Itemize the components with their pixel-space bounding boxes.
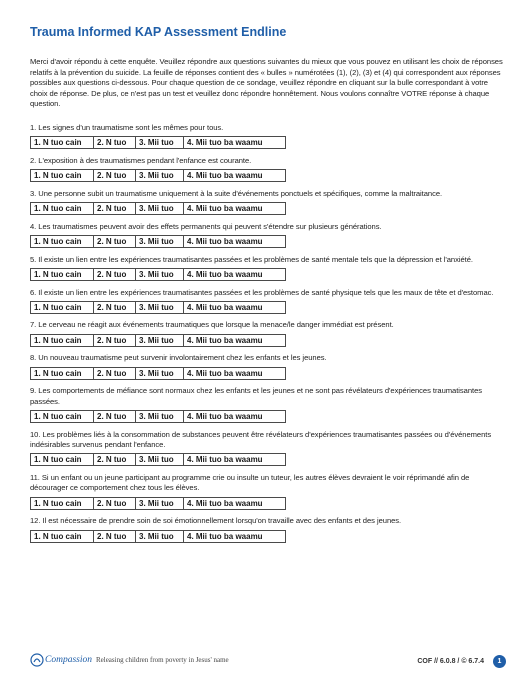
question-label: Si un enfant ou un jeune participant au programme crie ou insulte un tuteur, les autres élèves devraient le voir réprimandé afin de décourager ce comportement chez tous les élèves. (30, 472, 470, 493)
question-item (30, 255, 504, 281)
question-number: 3. (30, 188, 37, 198)
answer-option-4[interactable]: 4. Mii tuo ba waamu (187, 270, 263, 280)
question-text (30, 386, 504, 407)
answer-option-1[interactable]: 1. N tuo cain (31, 203, 94, 214)
answer-option-1[interactable]: 1. N tuo cain (31, 335, 94, 346)
answer-option-3[interactable]: 3. Mii tuo (136, 454, 184, 465)
compassion-logo (30, 653, 229, 667)
logo-wordmark: Compassion (45, 655, 92, 665)
question-number: 9. (30, 386, 37, 396)
question-item (30, 156, 504, 182)
answer-option-2[interactable]: 2. N tuo (94, 203, 136, 214)
answer-options (30, 497, 286, 510)
answer-option-2[interactable]: 2. N tuo (94, 411, 136, 422)
question-text (30, 320, 504, 330)
question-text (30, 288, 504, 298)
answer-option-1[interactable]: 1. N tuo cain (31, 498, 94, 509)
answer-option-2[interactable]: 2. N tuo (94, 236, 136, 247)
answer-options (30, 136, 286, 149)
answer-option-1[interactable]: 1. N tuo cain (31, 531, 94, 542)
question-number: 5. (30, 254, 37, 264)
question-text (30, 123, 504, 133)
answer-option-2[interactable]: 2. N tuo (94, 498, 136, 509)
answer-option-2[interactable]: 2. N tuo (94, 302, 136, 313)
answer-option-3[interactable]: 3. Mii tuo (136, 498, 184, 509)
question-number: 1. (30, 123, 37, 132)
answer-option-4[interactable]: 4. Mii tuo ba waamu (187, 412, 263, 422)
question-label: Il existe un lien entre les expériences traumatisantes passées et les problèmes de santé mentale tels que la dépression et l'anxiété. (38, 254, 473, 264)
answer-option-4[interactable]: 4. Mii tuo ba waamu (187, 455, 263, 465)
answer-option-1[interactable]: 1. N tuo cain (31, 137, 94, 148)
answer-option-2[interactable]: 2. N tuo (94, 335, 136, 346)
answer-option-3[interactable]: 3. Mii tuo (136, 236, 184, 247)
question-text (30, 473, 504, 494)
answer-option-3[interactable]: 3. Mii tuo (136, 269, 184, 280)
answer-option-1[interactable]: 1. N tuo cain (31, 302, 94, 313)
answer-option-1[interactable]: 1. N tuo cain (31, 368, 94, 379)
answer-option-4[interactable]: 4. Mii tuo ba waamu (187, 171, 263, 181)
question-label: Une personne subit un traumatisme uniquement à la suite d'événements ponctuels et spécifiques, comme la maltraitance. (38, 188, 443, 198)
question-number: 11. (30, 472, 40, 482)
question-text (30, 222, 504, 232)
answer-options (30, 301, 286, 314)
question-item (30, 189, 504, 215)
page-footer (30, 651, 506, 673)
question-item (30, 430, 504, 467)
answer-option-2[interactable]: 2. N tuo (94, 170, 136, 181)
question-text (30, 156, 504, 166)
answer-option-4[interactable]: 4. Mii tuo ba waamu (187, 368, 263, 378)
question-number: 2. (30, 155, 37, 165)
question-label: Un nouveau traumatisme peut survenir involontairement chez les enfants et les jeunes. (38, 353, 327, 363)
question-text (30, 353, 504, 363)
answer-option-3[interactable]: 3. Mii tuo (136, 302, 184, 313)
answer-option-2[interactable]: 2. N tuo (94, 454, 136, 465)
answer-option-3[interactable]: 3. Mii tuo (136, 368, 184, 379)
answer-option-2[interactable]: 2. N tuo (94, 269, 136, 280)
question-item (30, 222, 504, 248)
question-label: Il est nécessaire de prendre soin de soi émotionnellement lorsqu'on travaille avec des enfants et des jeunes. (42, 516, 402, 526)
answer-option-2[interactable]: 2. N tuo (94, 137, 136, 148)
question-label: Les comportements de méfiance sont normaux chez les enfants et les jeunes et ne sont pas révélateurs d'expériences traumatisantes passées. (30, 386, 482, 406)
question-item (30, 473, 504, 510)
answer-options (30, 453, 286, 466)
answer-options (30, 268, 286, 281)
answer-options (30, 202, 286, 215)
answer-option-3[interactable]: 3. Mii tuo (136, 335, 184, 346)
answer-option-1[interactable]: 1. N tuo cain (31, 454, 94, 465)
question-item (30, 123, 504, 149)
answer-options (30, 235, 286, 248)
question-label: Les problèmes liés à la consommation de substances peuvent être révélateurs d'expériences traumatisantes passées ou d'événements indésirables survenus pendant l'enfance. (30, 429, 492, 449)
answer-option-3[interactable]: 3. Mii tuo (136, 203, 184, 214)
question-label: Il existe un lien entre les expériences traumatisantes passées et les problèmes de santé physique tels que les maux de tête et d'estomac. (38, 287, 494, 297)
question-number: 7. (30, 320, 37, 330)
question-number: 12. (30, 516, 41, 526)
question-item (30, 288, 504, 314)
answer-option-4[interactable]: 4. Mii tuo ba waamu (187, 204, 263, 214)
answer-option-4[interactable]: 4. Mii tuo ba waamu (187, 531, 263, 541)
answer-options (30, 169, 286, 182)
answer-option-1[interactable]: 1. N tuo cain (31, 411, 94, 422)
question-label: Le cerveau ne réagit aux événements traumatiques que lorsque la menace/le danger immédiat est présent. (38, 320, 394, 330)
question-text (30, 189, 504, 199)
answer-options (30, 410, 286, 423)
answer-option-2[interactable]: 2. N tuo (94, 368, 136, 379)
answer-options (30, 530, 286, 543)
answer-option-1[interactable]: 1. N tuo cain (31, 236, 94, 247)
question-number: 4. (30, 221, 37, 231)
question-item (30, 320, 504, 346)
question-number: 10. (30, 429, 41, 439)
answer-option-2[interactable]: 2. N tuo (94, 531, 136, 542)
answer-options (30, 334, 286, 347)
question-item (30, 386, 504, 423)
question-list (30, 123, 504, 549)
answer-option-4[interactable]: 4. Mii tuo ba waamu (187, 237, 263, 247)
question-text (30, 516, 504, 526)
page-title: Trauma Informed KAP Assessment Endline (30, 25, 287, 39)
answer-option-4[interactable]: 4. Mii tuo ba waamu (187, 498, 263, 508)
answer-options (30, 367, 286, 380)
question-label: L'exposition à des traumatismes pendant l'enfance est courante. (38, 155, 252, 165)
compassion-logo-icon (30, 653, 44, 667)
answer-option-1[interactable]: 1. N tuo cain (31, 269, 94, 280)
question-label: Les traumatismes peuvent avoir des effets permanents qui peuvent s'étendre sur plusieurs générations. (38, 221, 382, 231)
answer-option-3[interactable]: 3. Mii tuo (136, 531, 184, 542)
answer-option-3[interactable]: 3. Mii tuo (136, 137, 184, 148)
question-number: 8. (30, 353, 37, 363)
answer-option-4[interactable]: 4. Mii tuo ba waamu (187, 138, 263, 148)
question-text (30, 430, 504, 451)
answer-option-3[interactable]: 3. Mii tuo (136, 411, 184, 422)
question-label: Les signes d'un traumatisme sont les mêmes pour tous. (38, 123, 224, 132)
page-number-badge: 1 (493, 655, 506, 668)
question-text (30, 255, 504, 265)
answer-option-4[interactable]: 4. Mii tuo ba waamu (187, 335, 263, 345)
answer-option-4[interactable]: 4. Mii tuo ba waamu (187, 302, 263, 312)
answer-option-3[interactable]: 3. Mii tuo (136, 170, 184, 181)
question-number: 6. (30, 287, 37, 297)
intro-paragraph: Merci d'avoir répondu à cette enquête. Veuillez répondre aux questions suivantes du mieux que vous pouvez en utilisant les choix de réponses relatifs à la prévention du suicide. La feuille de réponses contient des « bulles » numérotées (1), (2), (3) et (4) qui correspondent aux réponses possibles aux questions ci-dessous. Pour chaque question de ce sondage, veuillez répondre en cliquant sur la bulle correspondant à votre choix de réponse. De plus, ce n'est pas un test et veuillez donc répondre honnêtement. Nous voulons connaître VOTRE réponse à chaque question. (30, 57, 503, 109)
footer-tagline: Releasing children from poverty in Jesus' name (95, 656, 229, 664)
question-item (30, 516, 504, 542)
document-code: COF // 6.0.8 / © 6.7.4 (417, 658, 484, 665)
question-item (30, 353, 504, 379)
answer-option-1[interactable]: 1. N tuo cain (31, 170, 94, 181)
